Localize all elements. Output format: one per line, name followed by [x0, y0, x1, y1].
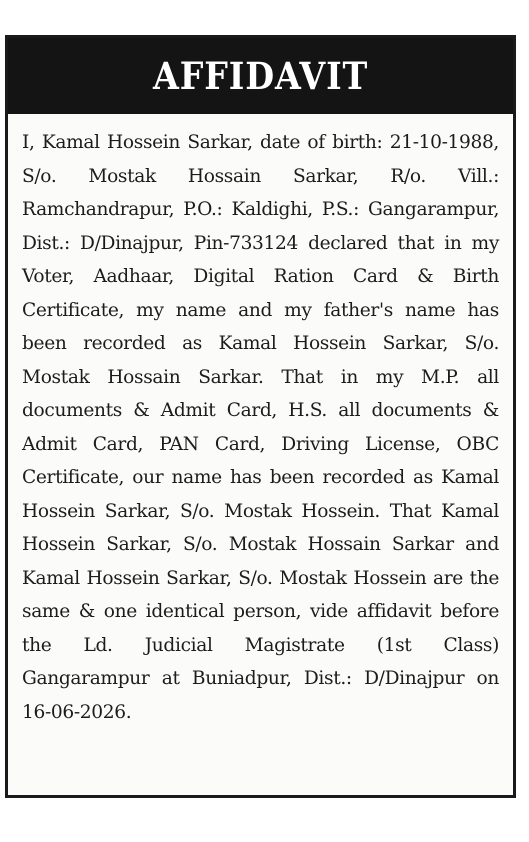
notice-title: AFFIDAVIT [152, 54, 369, 98]
notice-body: I, Kamal Hossein Sarkar, date of birth: 21-10-1988, S/o. Mostak Hossain Sarkar, R/o. Vill.: Ramchandrapur, P.O.: Kaldighi, P.S.: Gangarampur, Dist.: D/Dinajpur, Pin-733124 declared that in my Voter, Aadhaar, Digital Ration Card & Birth Certificate, my name and my father's name has been recorded as Kamal Hossein Sarkar, S/o. Mostak Hossain Sarkar. That in my M.P. all documents & Admit Card, H.S. all documents & Admit Card, PAN Card, Driving License, OBC Certificate, our name has been recorded as Kamal Hossein Sarkar, S/o. Mostak Hossein. That Kamal Hossein Sarkar, S/o. Mostak Hossain Sarkar and Kamal Hossein Sarkar, S/o. Mostak Hossein are the same & one identical person, vide affidavit before the Ld. Judicial Magistrate (1st Class) Gangarampur at Buniadpur, Dist.: D/Dinajpur on 16-06-2026. [22, 132, 499, 723]
notice-header [8, 38, 513, 114]
affidavit-notice [5, 35, 516, 798]
